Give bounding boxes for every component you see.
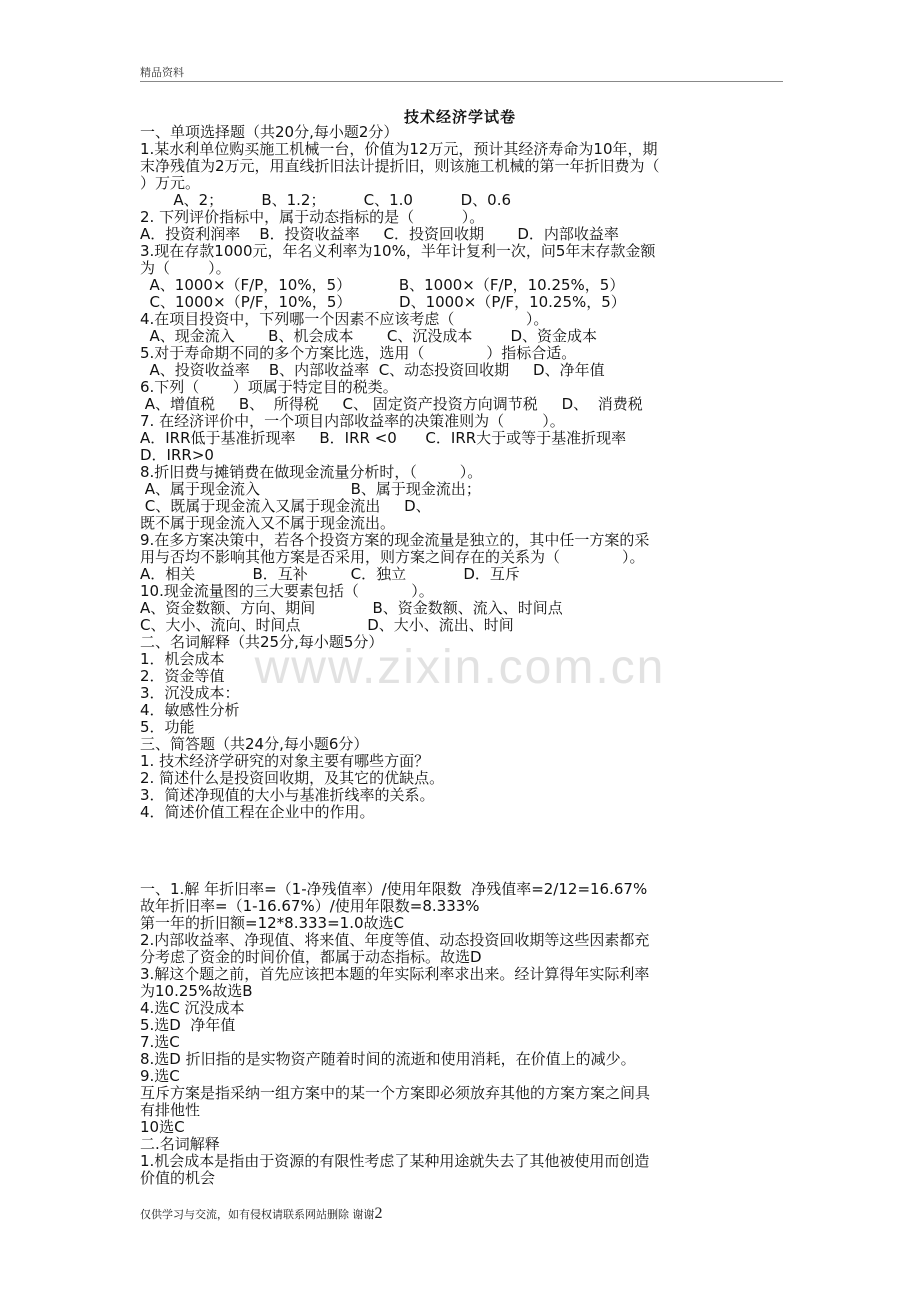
questions-section [140,124,780,821]
answer-line: 第一年的折旧额=12*8.333=1.0故选C [140,914,404,932]
question-line: C、大小、流向、时间点 D、大小、流出、时间 [140,616,514,634]
watermark: www.zixin.com.cn [254,641,666,694]
answer-line: 为10.25%故选B [140,982,253,1000]
question-line: 7. 在经济评价中，一个项目内部收益率的决策准则为（ ）。 [140,412,565,430]
question-line: 1.某水利单位购买施工机械一台，价值为12万元，预计其经济寿命为10年，期 [140,140,658,158]
question-line: A．相关 B．互补 C．独立 D．互斥 [140,565,520,583]
question-line: A、2； B、1.2； C、1.0 D、0.6 [140,191,512,209]
document-body [140,124,780,1187]
question-line: 二、名词解释（共25分,每小题5分） [140,633,384,651]
footer-text: 仅供学习与交流，如有侵权请联系网站删除 谢谢 [140,1208,375,1221]
answer-line: 互斥方案是指采纳一组方案中的某一个方案即必须放弃其他的方案方案之间具 [140,1084,651,1102]
question-line: A、投资收益率 B、内部收益率 C、动态投资回收期 D、净年值 [140,361,605,379]
question-line: 三、简答题（共24分,每小题6分） [140,735,369,753]
question-line: 为（ ）。 [140,259,231,277]
question-line: 6.下列（ ）项属于特定目的税类。 [140,378,398,396]
question-line: 3.现在存款1000元，年名义利率为10%，半年计复利一次，问5年末存款金额 [140,242,656,260]
question-line: 10.现金流量图的三大要素包括（ ）。 [140,582,434,600]
footer [140,1205,383,1223]
answers-section [140,881,780,1187]
document-title: 技术经济学试卷 [403,108,516,126]
answer-line: 一、1.解 年折旧率=（1-净残值率）/使用年限数 净残值率=2/12=16.67% [140,880,648,898]
question-line: 2．资金等值 [140,667,225,685]
question-line: A、1000×（F/P，10%，5） B、1000×（F/P，10.25%，5） [140,276,625,294]
answer-line: 二.名词解释 [140,1135,220,1153]
question-line: ）万元。 [140,174,201,192]
answer-line: 故年折旧率=（1-16.67%）/使用年限数=8.333% [140,897,480,915]
header-label: 精品资料 [140,66,184,79]
question-line: 既不属于现金流入又不属于现金流出。 [140,514,396,532]
header-rule [140,81,783,82]
answer-line: 分考虑了资金的时间价值，都属于动态指标。故选D [140,948,482,966]
answer-line: 1.机会成本是指由于资源的有限性考虑了某种用途就失去了其他被使用而创造 [140,1152,650,1170]
question-line: A．投资利润率 B．投资收益率 C．投资回收期 D．内部收益率 [140,225,619,243]
question-line: A、增值税 B、 所得税 C、 固定资产投资方向调节税 D、 消费税 [140,395,643,413]
question-line: 一、单项选择题（共20分,每小题2分） [140,123,399,141]
question-line: 4.在项目投资中，下列哪一个因素不应该考虑（ ）。 [140,310,549,328]
answer-line: 3.解这个题之前，首先应该把本题的年实际利率求出来。经计算得年实际利率 [140,965,650,983]
section-gap [140,821,780,881]
answer-line: 9.选C [140,1067,180,1085]
answer-line: 2.内部收益率、净现值、将来值、年度等值、动态投资回收期等这些因素都充 [140,931,650,949]
question-line: 5．功能 [140,718,195,736]
question-line: A、现金流入 B、机会成本 C、沉没成本 D、资金成本 [140,327,598,345]
question-line: 3．沉没成本： [140,684,240,702]
question-line: 8.折旧费与摊销费在做现金流量分析时，（ ）。 [140,463,483,481]
question-line: A．IRR低于基准折现率 B．IRR <0 C．IRR大于或等于基准折现率 [140,429,627,447]
answer-line: 价值的机会 [140,1169,216,1187]
question-line: 2. 下列评价指标中，属于动态指标的是（ ）。 [140,208,485,226]
question-line: 4．简述价值工程在企业中的作用。 [140,803,375,821]
question-line: C、1000×（P/F，10%，5） D、1000×（P/F，10.25%，5） [140,293,626,311]
question-line: 2. 简述什么是投资回收期，及其它的优缺点。 [140,769,445,787]
question-line: 末净残值为2万元，用直线折旧法计提折旧，则该施工机械的第一年折旧费为（ [140,157,660,175]
question-line: 用与否均不影响其他方案是否采用，则方案之间存在的关系为（ ）。 [140,548,645,566]
answer-line: 4.选C 沉没成本 [140,999,245,1017]
answer-line: 10选C [140,1118,185,1136]
question-line: 1. 技术经济学研究的对象主要有哪些方面？ [140,752,430,770]
question-line: 9.在多方案决策中，若各个投资方案的现金流量是独立的，其中任一方案的采 [140,531,650,549]
page-number: 2 [374,1205,383,1222]
question-line: C、既属于现金流入又属于现金流出 D、 [140,497,431,515]
question-line: D．IRR>0 [140,446,214,464]
question-line: 3．简述净现值的大小与基准折线率的关系。 [140,786,435,804]
answer-line: 5.选D 净年值 [140,1016,236,1034]
question-line: 1．机会成本 [140,650,225,668]
question-line: A、资金数额、方向、期间 B、资金数额、流入、时间点 [140,599,563,617]
question-line: 5.对于寿命期不同的多个方案比选，选用（ ）指标合适。 [140,344,577,362]
answer-line: 8.选D 折旧指的是实物资产随着时间的流逝和使用消耗，在价值上的减少。 [140,1050,636,1068]
question-line: 4．敏感性分析 [140,701,240,719]
answer-line: 有排他性 [140,1101,201,1119]
question-line: A、属于现金流入 B、属于现金流出； [140,480,481,498]
answer-line: 7.选C [140,1033,180,1051]
